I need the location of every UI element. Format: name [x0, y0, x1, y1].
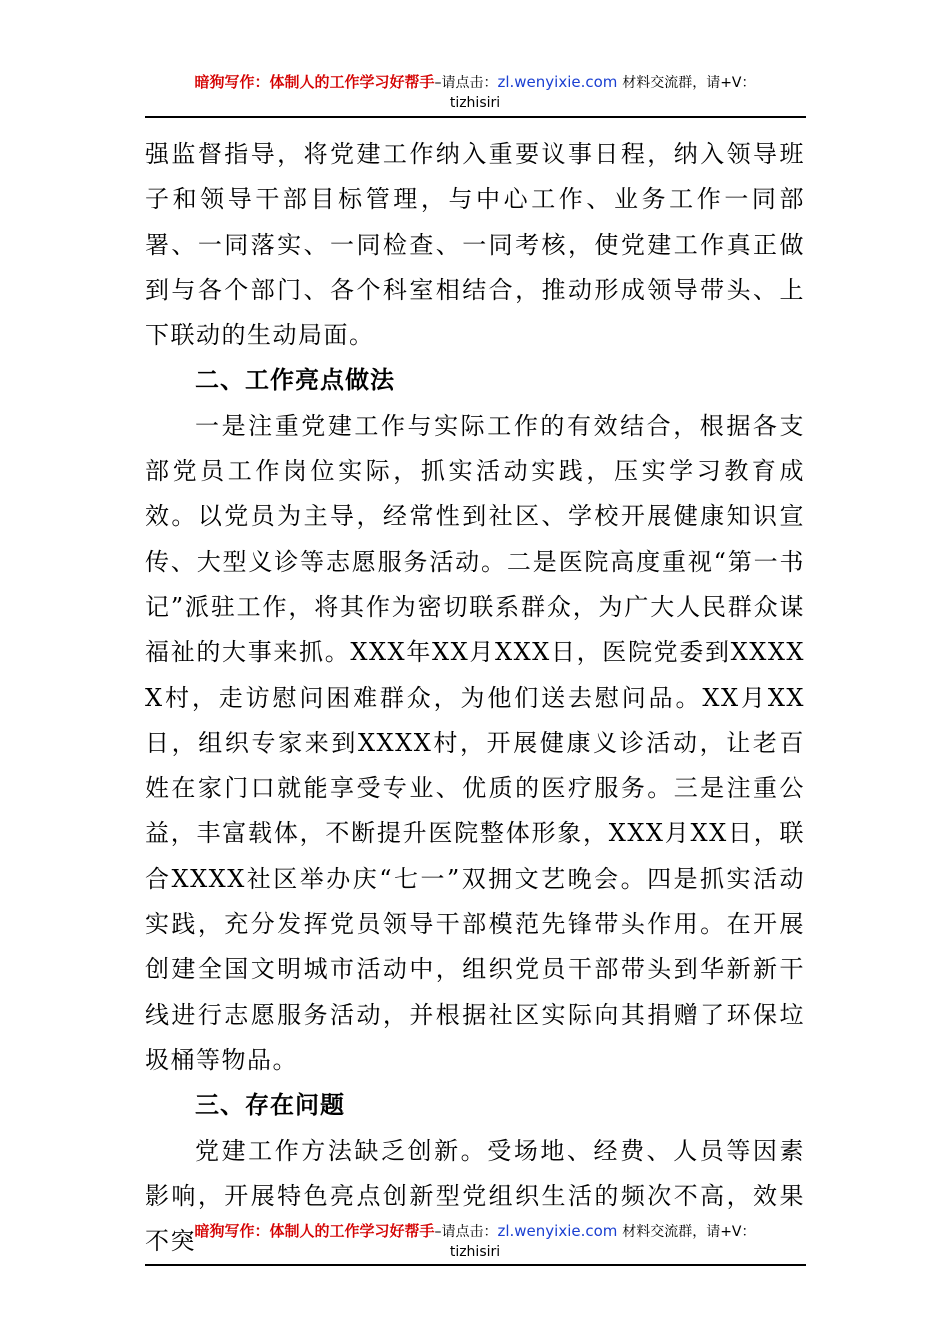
footer-banner-title: 暗狗写作：体制人的工作学习好帮手	[194, 1222, 435, 1240]
document-body	[145, 132, 805, 1264]
footer-banner-tail: 材料交流群，请+V：	[622, 1224, 756, 1240]
section-heading-2: 二、工作亮点做法	[195, 366, 395, 395]
paragraph-continued: 强监督指导，将党建工作纳入重要议事日程，纳入领导班子和领导干部目标管理，与中心工作、业务工作一同部署、一同落实、一同检查、一同考核，使党建工作真正做到与各个部门、各个科室相结合，推动形成领导带头、上下联动的生动局面。	[145, 140, 805, 350]
footer-banner	[145, 1221, 805, 1262]
header-rule	[145, 116, 806, 118]
footer-banner-link[interactable]: zl.wenyixie.com	[497, 1222, 618, 1240]
paragraph-problems: 党建工作方法缺乏创新。受场地、经费、人员等因素影响，开展特色亮点创新型党组织生活的频次不高，效果不突	[145, 1136, 805, 1256]
footer-banner-separator: –请点击：	[434, 1224, 498, 1240]
banner-wechat: tizhisiri	[449, 95, 501, 111]
banner-separator: –请点击：	[434, 75, 498, 91]
banner-tail: 材料交流群，请+V：	[622, 75, 756, 91]
banner-link[interactable]: zl.wenyixie.com	[497, 73, 618, 91]
footer-rule	[145, 1264, 806, 1266]
paragraph-highlights: 一是注重党建工作与实际工作的有效结合，根据各支部党员工作岗位实际，抓实活动实践，压实学习教育成效。以党员为主导，经常性到社区、学校开展健康知识宣传、大型义诊等志愿服务活动。二是医院高度重视“第一书记”派驻工作，将其作为密切联系群众，为广大人民群众谋福祉的大事来抓。XXX年XX月XXX日，医院党委到XXXXX村，走访慰问困难群众，为他们送去慰问品。XX月XX日，组织专家来到XXXX村，开展健康义诊活动，让老百姓在家门口就能享受专业、优质的医疗服务。三是注重公益，丰富载体，不断提升医院整体形象，XXX月XX日，联合XXXX社区举办庆“七一”双拥文艺晚会。四是抓实活动实践，充分发挥党员领导干部模范先锋带头作用。在开展创建全国文明城市活动中，组织党员干部带头到华新新干线进行志愿服务活动，并根据社区实际向其捐赠了环保垃圾桶等物品。	[145, 411, 805, 1074]
banner-title: 暗狗写作：体制人的工作学习好帮手	[194, 73, 435, 91]
footer-banner-wechat: tizhisiri	[449, 1244, 501, 1260]
section-heading-3: 三、存在问题	[195, 1091, 345, 1120]
header-banner	[145, 72, 805, 113]
